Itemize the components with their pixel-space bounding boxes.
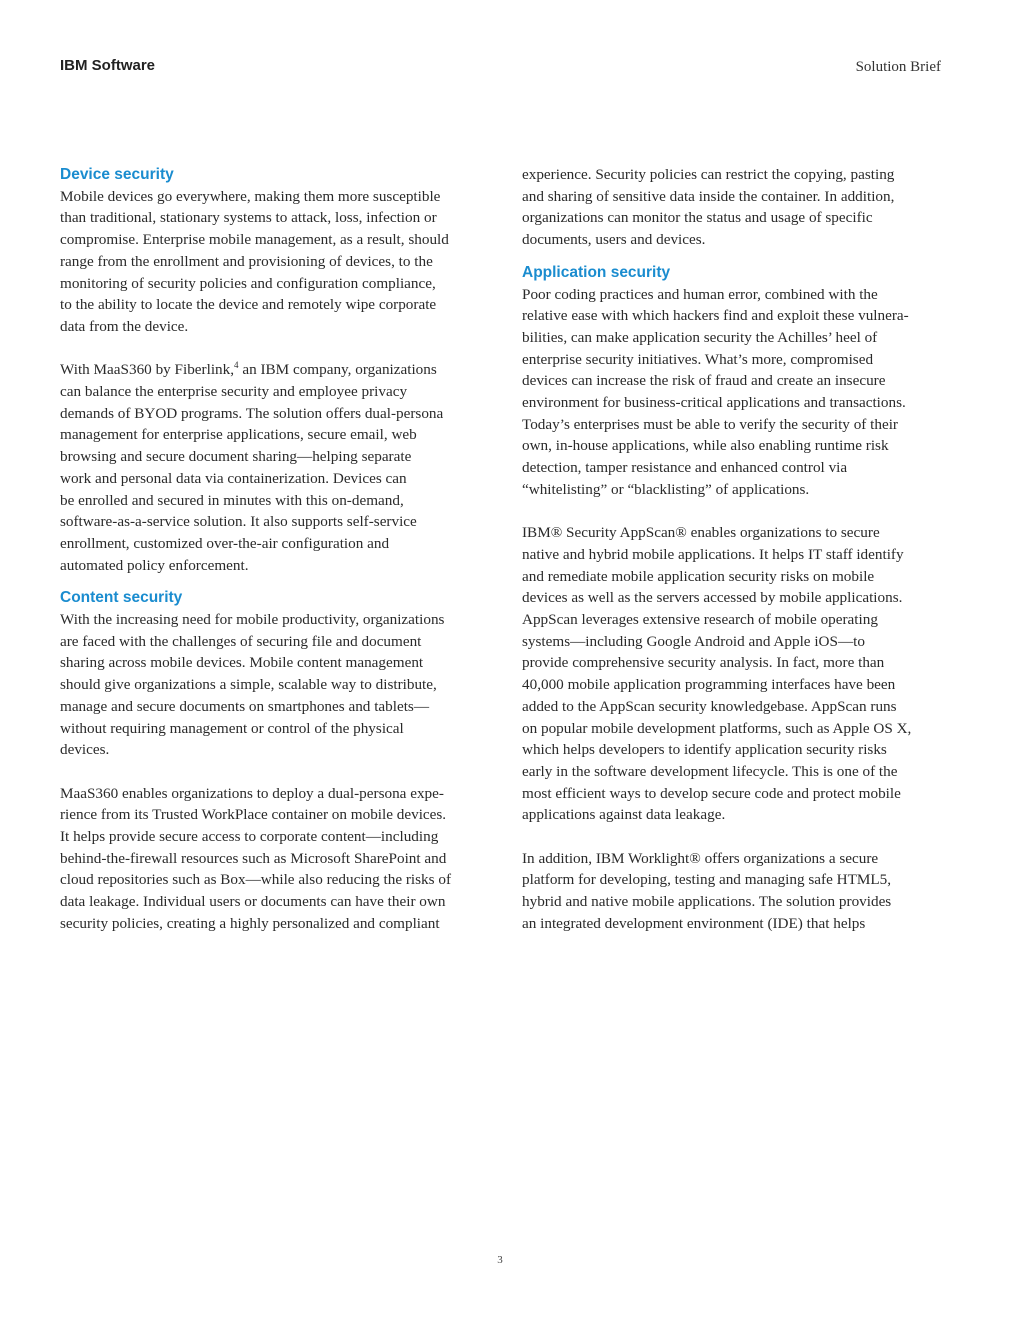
text-line: to the ability to locate the device and remotely wipe corporate xyxy=(60,296,437,314)
text-line: applications against data leakage. xyxy=(522,806,726,824)
text-line: range from the enrollment and provisioning of devices, to the xyxy=(60,252,433,270)
text-line: browsing and secure document sharing—helping separate xyxy=(60,448,412,466)
text-line: It helps provide secure access to corporate content—including xyxy=(60,828,439,846)
text-line: without requiring management or control of the physical xyxy=(60,719,404,737)
text-line: security policies, creating a highly personalized and compliant xyxy=(60,914,440,932)
content-security-paragraph-2 xyxy=(60,783,490,935)
text-line: be enrolled and secured in minutes with this on-demand, xyxy=(60,491,404,509)
maas360-text: With MaaS360 by Fiberlink, xyxy=(60,361,235,379)
document-type-label: Solution Brief xyxy=(855,59,941,75)
text-line: most efficient ways to develop secure code and protect mobile xyxy=(522,784,901,802)
text-line: AppScan leverages extensive research of mobile operating xyxy=(522,611,878,629)
device-security-paragraph-2 xyxy=(60,359,490,576)
device-security-paragraph-2-body xyxy=(60,381,490,576)
text-line: devices. xyxy=(60,741,110,759)
text-line: detection, tamper resistance and enhanced control via xyxy=(522,459,848,477)
page-number: 3 xyxy=(497,1254,503,1266)
continued-paragraph xyxy=(522,164,948,251)
device-security-paragraph-2-first-line xyxy=(60,359,490,381)
text-line: systems—including Google Android and Apple iOS—to xyxy=(522,632,865,650)
text-line: “whitelisting” or “blacklisting” of applications. xyxy=(522,480,810,498)
text-line: cloud repositories such as Box—while also reducing the risks of xyxy=(60,871,452,889)
application-security-paragraph-2 xyxy=(522,522,948,826)
text-line: In addition, IBM Worklight® offers organizations a secure xyxy=(522,849,879,867)
text-line: compromise. Enterprise mobile management, as a result, should xyxy=(60,231,449,249)
text-line: With the increasing need for mobile productivity, organizations xyxy=(60,611,445,629)
content-security-paragraph-1 xyxy=(60,609,490,761)
device-security-paragraph-1 xyxy=(60,186,490,338)
text-line: management for enterprise applications, secure email, web xyxy=(60,426,417,444)
text-line: IBM® Security AppScan® enables organizations to secure xyxy=(522,524,880,542)
text-line: provide comprehensive security analysis. In fact, more than xyxy=(522,654,885,672)
text-line: MaaS360 enables organizations to deploy a dual-persona expe- xyxy=(60,784,444,802)
application-security-paragraph-3 xyxy=(522,848,948,935)
text-line: and remediate mobile application security risks on mobile xyxy=(522,567,875,585)
text-line: sharing across mobile devices. Mobile content management xyxy=(60,654,424,672)
text-line: early in the software development lifecycle. This is one of the xyxy=(522,762,898,780)
application-security-paragraph-1 xyxy=(522,284,948,501)
text-line: hybrid and native mobile applications. The solution provides xyxy=(522,893,892,911)
heading-application-security: Application security xyxy=(522,263,671,281)
text-line: enrollment, customized over-the-air configuration and xyxy=(60,534,390,552)
heading-content-security: Content security xyxy=(60,589,183,607)
text-line: bilities, can make application security the Achilles’ heel of xyxy=(522,328,878,346)
text-line: environment for business-critical applications and transactions. xyxy=(522,394,906,412)
text-line: relative ease with which hackers find and exploit these vulnera- xyxy=(522,307,909,325)
text-line: behind-the-firewall resources such as Microsoft SharePoint and xyxy=(60,849,447,867)
text-line: own, in-house applications, while also enabling runtime risk xyxy=(522,437,889,455)
text-line: devices as well as the servers accessed by mobile applications. xyxy=(522,589,903,607)
text-line: should give organizations a simple, scalable way to distribute, xyxy=(60,676,437,694)
footnote-ref: 4 xyxy=(234,360,239,371)
brand-label: IBM Software xyxy=(60,57,156,74)
text-line: devices can increase the risk of fraud and create an insecure xyxy=(522,372,886,390)
text-line: automated policy enforcement. xyxy=(60,556,249,574)
text-line: work and personal data via containerization. Devices can xyxy=(60,469,407,487)
text-line: Poor coding practices and human error, combined with the xyxy=(522,285,878,303)
left-column xyxy=(60,164,490,935)
text-line: on popular mobile development platforms, such as Apple OS X, xyxy=(522,719,912,737)
text-line: which helps developers to identify application security risks xyxy=(522,741,887,759)
text-line: than traditional, stationary systems to attack, loss, infection or xyxy=(60,209,437,227)
text-line: 40,000 mobile application programming interfaces have been xyxy=(522,676,896,694)
text-line: and sharing of sensitive data inside the container. In addition, xyxy=(522,187,895,205)
text-line: data leakage. Individual users or documents can have their own xyxy=(60,893,446,911)
ibm-company-text: an IBM company, organizations xyxy=(238,361,437,379)
text-line: data from the device. xyxy=(60,317,189,335)
text-line: are faced with the challenges of securing file and document xyxy=(60,632,422,650)
text-line: experience. Security policies can restrict the copying, pasting xyxy=(522,166,895,183)
text-line: demands of BYOD programs. The solution offers dual-persona xyxy=(60,404,444,422)
text-line: rience from its Trusted WorkPlace container on mobile devices. xyxy=(60,806,447,824)
text-line: native and hybrid mobile applications. It helps IT staff identify xyxy=(522,545,904,563)
text-line: enterprise security initiatives. What’s more, compromised xyxy=(522,350,874,368)
text-line: platform for developing, testing and managing safe HTML5, xyxy=(522,871,892,889)
text-line: documents, users and devices. xyxy=(522,231,706,249)
heading-device-security: Device security xyxy=(60,166,174,183)
text-line: can balance the enterprise security and employee privacy xyxy=(60,383,408,401)
text-line: an integrated development environment (IDE) that helps xyxy=(522,914,866,932)
right-column xyxy=(522,164,948,935)
text-line: organizations can monitor the status and usage of specific xyxy=(522,209,873,227)
text-line: added to the AppScan security knowledgebase. AppScan runs xyxy=(522,697,897,715)
text-line: monitoring of security policies and configuration compliance, xyxy=(60,274,436,292)
text-line: software-as-a-service solution. It also supports self-service xyxy=(60,513,417,531)
text-line: manage and secure documents on smartphones and tablets— xyxy=(60,697,430,715)
text-line: Mobile devices go everywhere, making them more susceptible xyxy=(60,187,441,205)
text-line: Today’s enterprises must be able to verify the security of their xyxy=(522,415,898,433)
